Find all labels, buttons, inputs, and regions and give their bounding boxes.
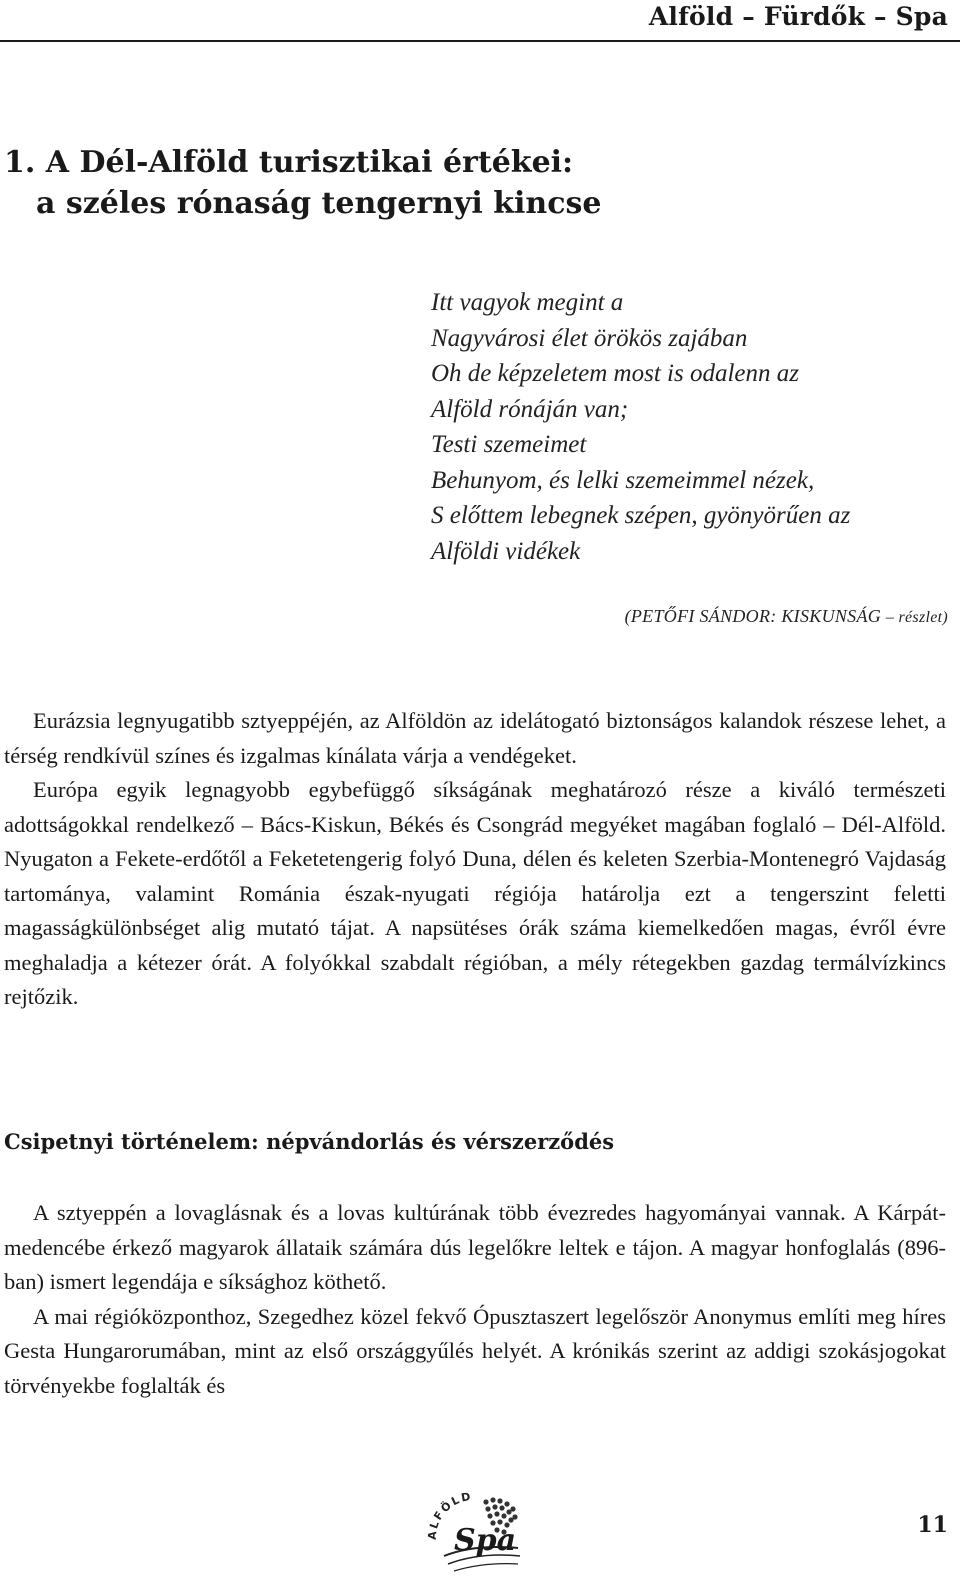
poem-line: Nagyvárosi élet örökös zajában [431,324,748,352]
poem-line: S előttem lebegnek szépen, gyönyörűen az [431,502,851,529]
poem-epigraph [431,285,956,569]
logo-script-text: Spa [454,1523,517,1558]
attribution-note: – részlet) [885,609,948,626]
body-paragraph: A mai régióközponthoz, Szegedhez közel fekvő Ópusztaszert legelőször Anonymus említi meg híres Gesta Hungarorumában, mint az első országgyűlés helyét. A krónikás szerint az addigi szokásjogokat törvényekbe foglalták és [4,1303,946,1398]
body-paragraph: A sztyeppén a lovaglásnak és a lovas kultúrának több évezredes hagyományai vannak. A Kárpát-medencébe érkező magyarok állataik számára dús legelőkre leltek e tájon. A magyar honfoglalás (896-ban) ismert legendája e síksághoz köthető. [4,1200,946,1294]
attribution-author: (PETŐFI SÁNDOR: KISKUNSÁG [624,606,882,626]
body-paragraph: Eurázsia legnyugatibb sztyeppéjén, az Alföldön az idelátogató biztonságos kalandok részese lehet, a térség rendkívül színes és izgalmas kínálata várja a vendégeket. [4,708,946,768]
chapter-title [4,142,601,224]
poem-line: Testi szemeimet [431,431,587,458]
poem-line: Alföld rónáján van; [431,395,629,423]
logo-arc-text: ALFÖLD [425,1489,474,1541]
poem-line: Behunyom, és lelki szemeimmel nézek, [431,466,815,494]
poem-attribution [625,606,948,627]
alfold-spa-logo [414,1478,544,1582]
poem-line: Itt vagyok megint a [431,289,624,316]
poem-line: Oh de képzeletem most is odalenn az [431,360,799,387]
poem-line: Alföldi vidékek [431,537,581,565]
chapter-title-line-2: a széles rónaság tengernyi kincse [36,186,602,221]
section-heading: Csipetnyi történelem: népvándorlás és vérszerződés [4,1129,615,1154]
header-divider [0,40,960,42]
chapter-title-line-1: 1. A Dél-Alföld turisztikai értékei: [4,145,574,180]
running-header: Alföld – Fürdők – Spa [648,2,948,31]
body-paragraph: Európa egyik legnagyobb egybefüggő síkságának meghatározó része a kiváló természeti adottságokkal rendelkező – Bács-Kiskun, Békés és Csongrád megyéket magában foglaló – Dél-Alföld. Nyugaton a Fekete-erdőtől a Feketetengerig folyó Duna, délen és keleten Szerbia-Montenegró Vajdaság tartománya, valamint Románia észak-nyugati régiója határolja ezt a tengerszint feletti magasságkülönbséget alig mutató tájat. A napsütéses órák száma kiemelkedően magas, évről évre meghaladja a kétezer órát. A folyókkal szabdalt régióban, a mély rétegekben gazdag termálvízkincs rejtőzik. [4,777,946,1009]
page-number: 11 [917,1512,948,1538]
intro-text [4,704,946,1015]
section-text [4,1196,946,1403]
